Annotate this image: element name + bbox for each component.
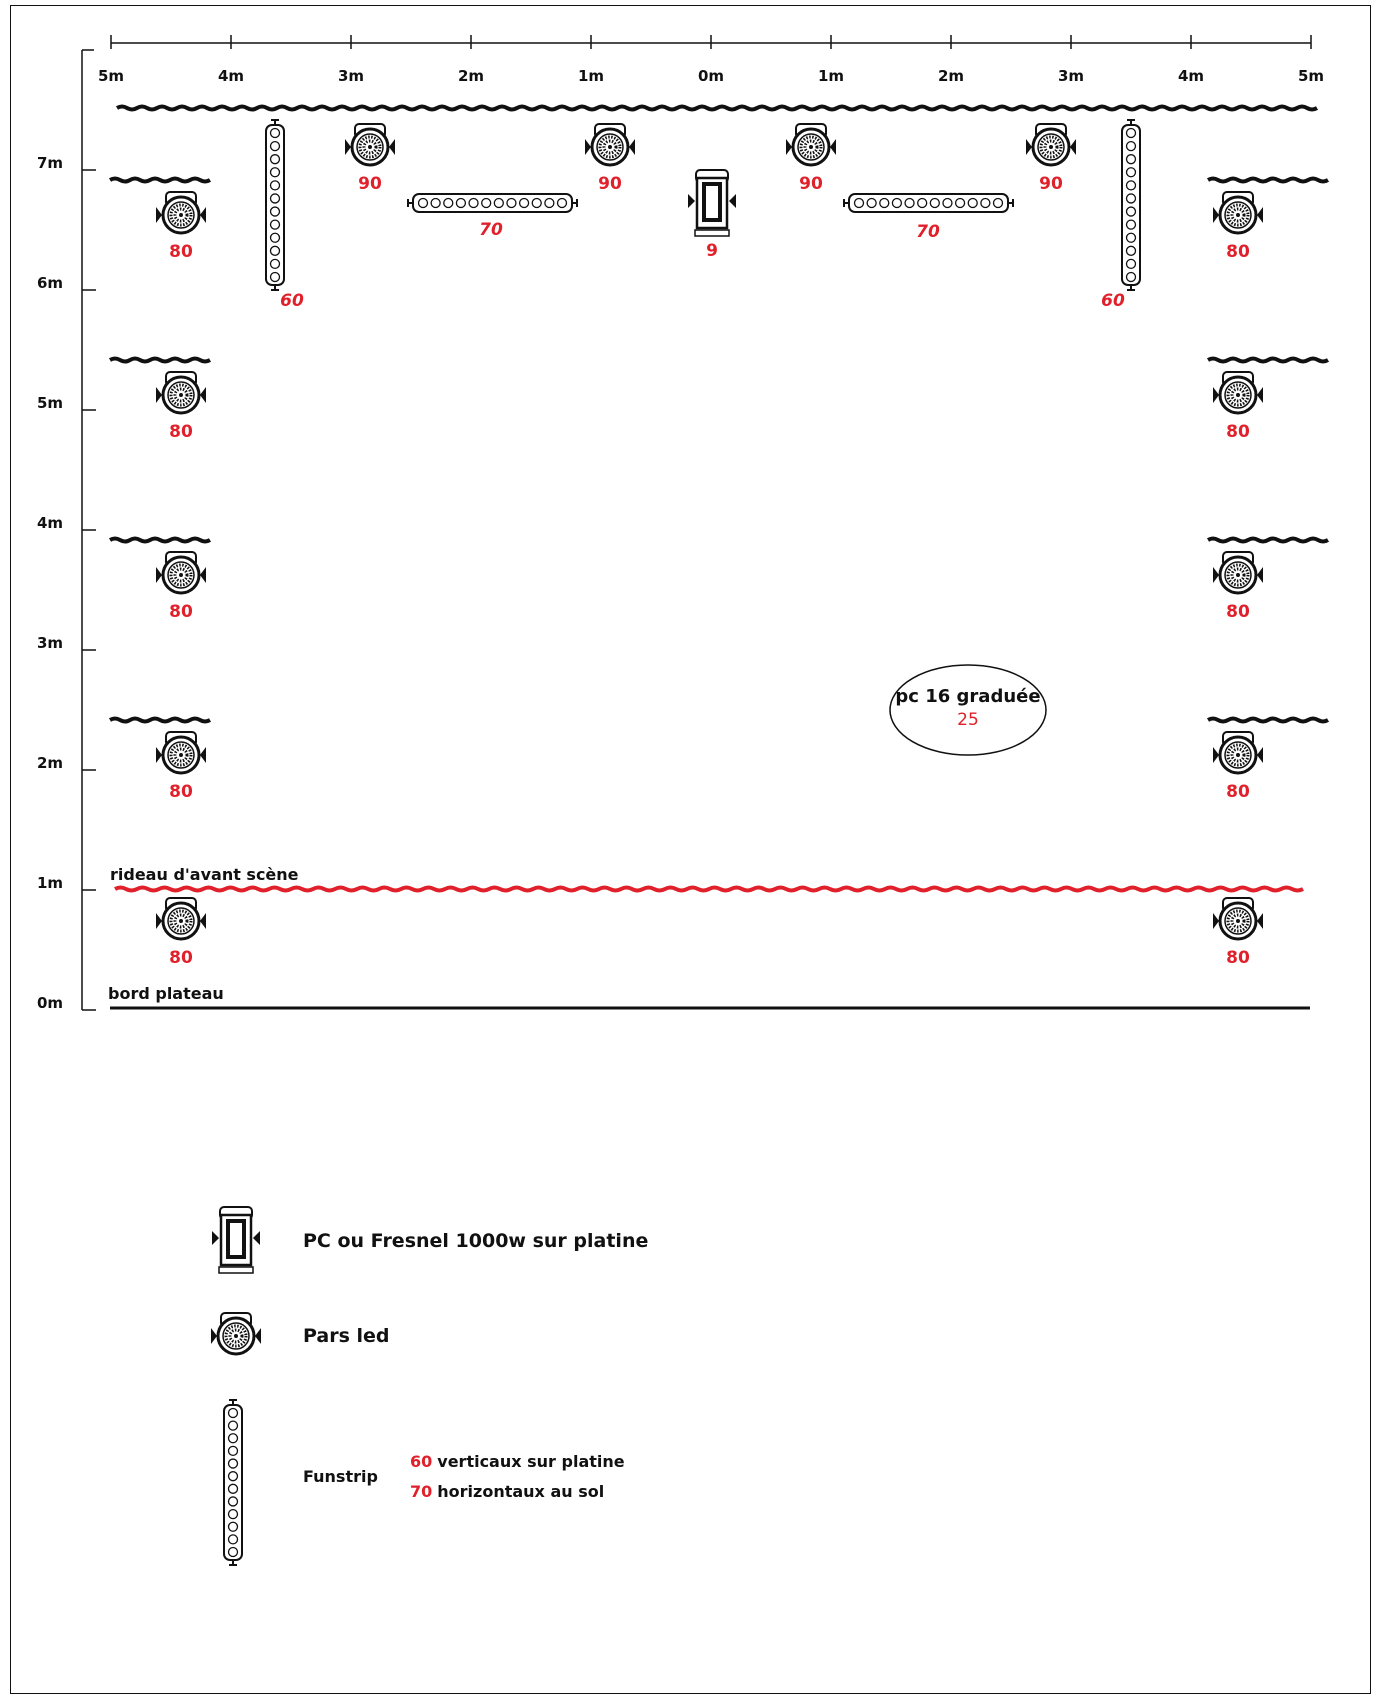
top-ruler-label: 5m [1297,67,1325,85]
top-ruler-label: 2m [457,67,485,85]
side-ruler-label: 4m [37,514,64,532]
top-ruler-labels [98,67,1324,85]
stage-edge-label: bord plateau [108,984,224,1003]
fresnel-label: 9 [706,241,718,261]
pc16-ellipse [890,665,1046,755]
legend-strip-v-num: 60 [410,1452,433,1471]
top-ruler-label: 1m [577,67,605,85]
par-led-right-label: 80 [1226,602,1250,622]
par-led-front-left-label: 80 [169,948,193,968]
par-led-left-label: 80 [169,242,193,262]
par-led-left-label: 80 [169,602,193,622]
legend-strip-h-num: 70 [410,1482,433,1501]
funstrip-vertical-right-label: 60 [1101,291,1125,311]
side-ruler-label: 1m [37,874,64,892]
par-led-top-label: 90 [598,174,622,194]
top-ruler-label: 1m [817,67,845,85]
par-led-right-label: 80 [1226,242,1250,262]
side-ruler-label: 2m [37,754,64,772]
legend-strip-v-text: verticaux sur platine [437,1452,625,1471]
par-led-front-right-label: 80 [1226,948,1250,968]
top-ruler-label: 5m [97,67,125,85]
par-led-top-label: 90 [799,174,823,194]
side-ruler-labels [37,154,63,1012]
pc16-title: pc 16 graduée [895,686,1041,707]
legend-fresnel-label: PC ou Fresnel 1000w sur platine [303,1230,649,1252]
legend-par-label: Pars led [303,1325,390,1347]
par-led-top-label: 90 [1039,174,1063,194]
legend-strip-label: Funstrip [303,1467,378,1486]
funstrip-horizontal-left-label: 70 [479,220,503,240]
curtain-label: rideau d'avant scène [110,865,299,884]
par-led-left-label: 80 [169,782,193,802]
par-led-left-label: 80 [169,422,193,442]
side-ruler-label: 3m [37,634,64,652]
side-ruler-label: 0m [37,994,64,1012]
par-led-top-label: 90 [358,174,382,194]
side-ruler-label: 6m [37,274,64,292]
legend-strip-v [410,1452,625,1471]
side-ruler-label: 5m [37,394,64,412]
pc16-value: 25 [957,710,979,730]
top-ruler-label: 0m [697,67,725,85]
top-ruler-label: 3m [337,67,365,85]
side-ruler-label: 7m [37,154,64,172]
fixture-labels [169,174,1250,968]
legend-strip-h-text: horizontaux au sol [437,1482,605,1501]
par-led-right-label: 80 [1226,422,1250,442]
top-ruler-label: 2m [937,67,965,85]
legend-strip-h [410,1482,604,1501]
funstrip-vertical-left-label: 60 [280,291,304,311]
top-ruler-label: 4m [217,67,245,85]
top-ruler-label: 4m [1177,67,1205,85]
top-ruler-label: 3m [1057,67,1085,85]
par-led-right-label: 80 [1226,782,1250,802]
funstrip-horizontal-right-label: 70 [916,222,940,242]
